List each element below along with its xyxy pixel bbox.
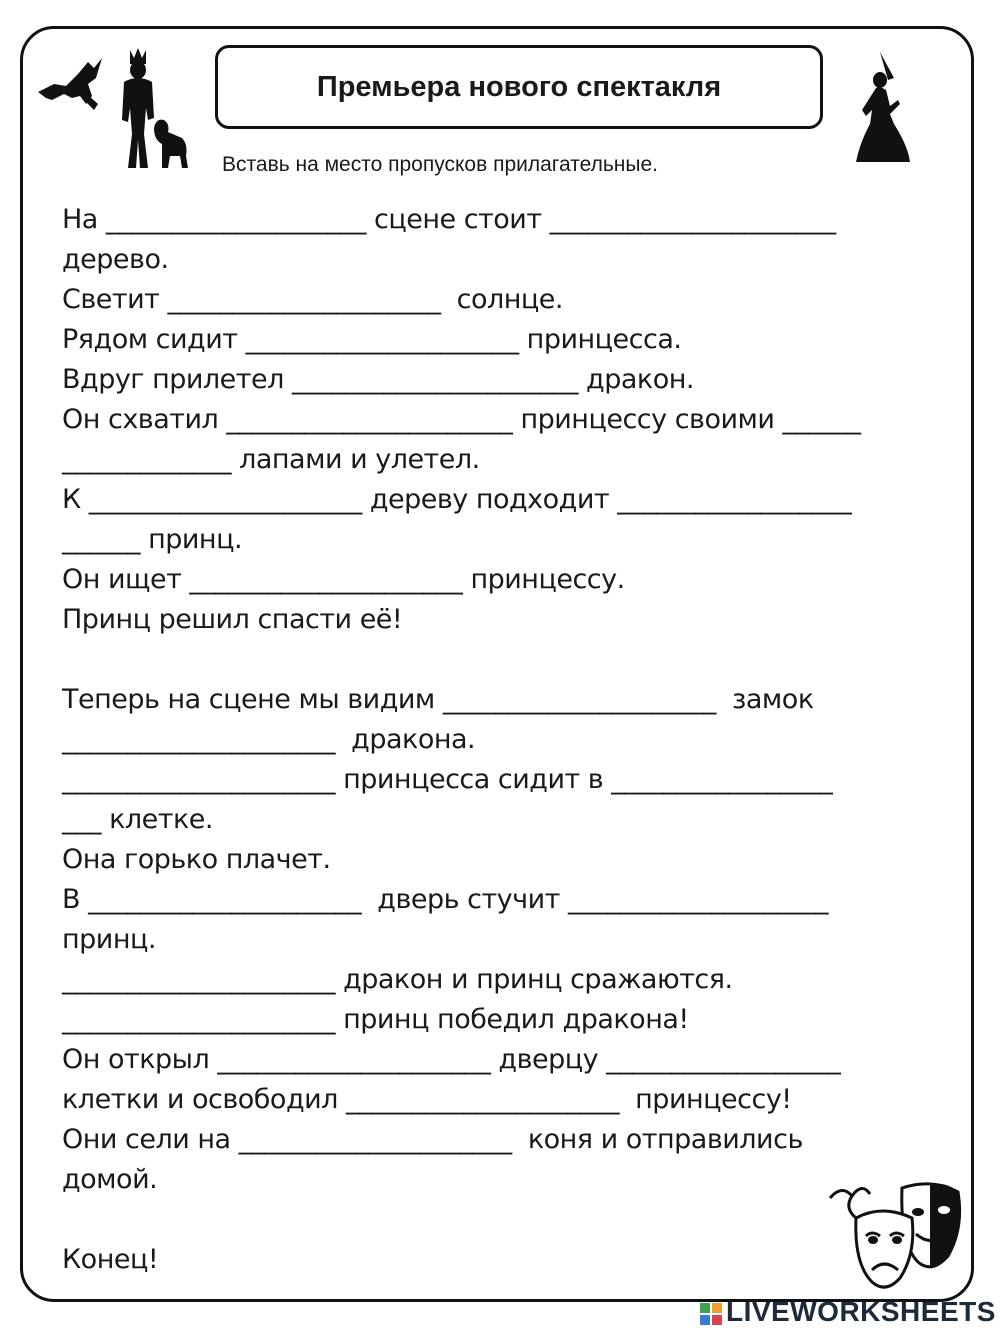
story-line: Она горько плачет. bbox=[62, 844, 331, 875]
story-line: Рядом сидит _____________________ принцесса. bbox=[62, 324, 682, 355]
theatre-masks-icon bbox=[822, 1178, 972, 1298]
story-line: ___ клетке. bbox=[62, 804, 213, 835]
princess-silhouette-icon bbox=[850, 50, 920, 165]
page-title: Премьера нового спектакля bbox=[316, 70, 722, 103]
dragon-prince-dog-silhouette-icon bbox=[36, 44, 196, 174]
story-line: домой. bbox=[62, 1164, 158, 1195]
liveworksheets-logo bbox=[700, 1296, 996, 1328]
brand-text: LIVEWORKSHEETS bbox=[726, 1296, 996, 1327]
story-line: Он ищет _____________________ принцессу. bbox=[62, 564, 625, 595]
story-line: Принц решил спасти её! bbox=[62, 604, 403, 635]
story-line: К _____________________ дереву подходит __________________ bbox=[62, 484, 852, 515]
title-box bbox=[215, 45, 823, 129]
story-line: дерево. bbox=[62, 244, 169, 275]
story-line: Светит _____________________ солнце. bbox=[62, 284, 563, 315]
story-end-line: Конец! bbox=[62, 1244, 159, 1275]
story-line: клетки и освободил _____________________ принцессу! bbox=[62, 1084, 792, 1115]
story-line: Теперь на сцене мы видим _____________________ замок bbox=[62, 684, 814, 715]
story-line: _____________ лапами и улетел. bbox=[62, 444, 480, 475]
story-line-empty bbox=[62, 640, 962, 680]
story-line: _____________________ принцесса сидит в _________________ bbox=[62, 764, 833, 795]
story-line: Вдруг прилетел ______________________ дракон. bbox=[62, 364, 694, 395]
story-line: _____________________ дракона. bbox=[62, 724, 476, 755]
liveworksheets-logo-icon bbox=[700, 1303, 722, 1325]
instruction-text: Вставь на место пропусков прилагательные. bbox=[222, 153, 658, 176]
story-line: Он открыл _____________________ дверцу __________________ bbox=[62, 1044, 841, 1075]
story-text bbox=[62, 200, 962, 1280]
story-line: В _____________________ дверь стучит ____________________ bbox=[62, 884, 828, 915]
story-line: Он схватил ______________________ принцессу своими ______ bbox=[62, 404, 861, 435]
story-line: Они сели на _____________________ коня и отправились bbox=[62, 1124, 803, 1155]
story-line: ______ принц. bbox=[62, 524, 243, 555]
story-line: _____________________ принц победил дракона! bbox=[62, 1004, 689, 1035]
story-line: _____________________ дракон и принц сражаются. bbox=[62, 964, 733, 995]
story-line: принц. bbox=[62, 924, 156, 955]
story-line: На ____________________ сцене стоит ______________________ bbox=[62, 204, 836, 235]
